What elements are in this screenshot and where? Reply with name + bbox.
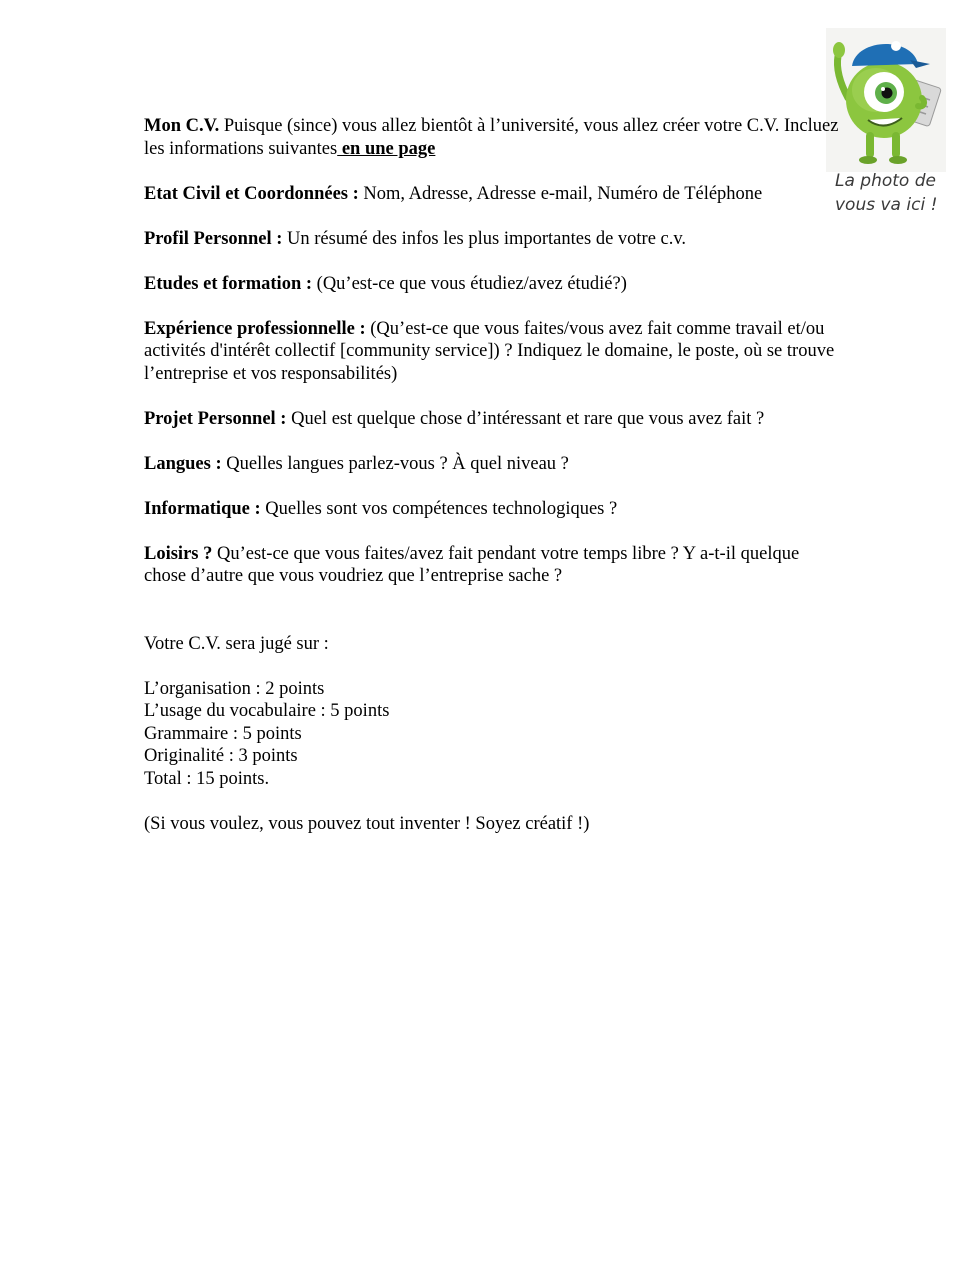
section-label: Informatique : [144,498,261,519]
section-label: Etat Civil et Coordonnées : [144,183,359,204]
section-profil [144,228,844,251]
section-projet [144,408,844,431]
section-text: Qu’est-ce que vous faites/avez fait pendant votre temps libre ? Y a-t-il quelque chose d’autre que vous voudriez que l’entreprise sache ? [144,543,800,586]
intro-paragraph [144,115,844,160]
section-experience [144,318,844,386]
cv-instructions [144,115,844,835]
grading-intro: Votre C.V. sera jugé sur : [144,633,329,654]
grading-item: L’organisation : 2 points [144,678,325,699]
monster-illustration [826,28,946,172]
section-text: Quelles sont vos compétences technologiques ? [260,498,618,519]
section-text: Nom, Adresse, Adresse e-mail, Numéro de Téléphone [358,183,763,204]
section-label: Loisirs ? [144,543,213,564]
grading-item: L’usage du vocabulaire : 5 points [144,701,390,721]
section-etudes [144,273,844,296]
section-text: Quel est quelque chose d’intéressant et rare que vous avez fait ? [286,408,765,429]
section-label: Etudes et formation : [144,273,313,294]
closing-note: (Si vous voulez, vous pouvez tout inventer ! Soyez créatif !) [144,813,590,834]
one-page-emphasis: en une page [337,138,436,159]
section-text: (Qu’est-ce que vous faites/vous avez fait comme travail et/ou activités d'intérêt collectif [community service]) ? Indiquez le domaine, le poste, où se trouve l’entreprise et vos responsabilités) [144,318,835,384]
character-photo [826,28,946,172]
section-label: Langues : [144,453,222,474]
section-etat-civil [144,183,844,206]
grading-item: Grammaire : 5 points [144,723,302,744]
section-text: Un résumé des infos les plus importantes de votre c.v. [282,228,687,249]
section-label: Expérience professionnelle : [144,318,366,339]
section-loisirs [144,543,844,588]
section-label: Projet Personnel : [144,408,287,429]
intro-text: Puisque (since) vous allez bientôt à l’université, vous allez créer votre C.V. Incluez les informations suivantes [144,116,839,159]
grading-item: Originalité : 3 points [144,746,298,766]
section-informatique [144,498,844,521]
photo-caption: La photo de vous va ici ! [835,171,938,215]
section-label: Profil Personnel : [144,228,283,249]
title: Mon C.V. [144,116,220,136]
grading-total: Total : 15 points. [144,768,270,789]
section-langues [144,453,844,476]
section-text: (Qu’est-ce que vous étudiez/avez étudié?) [312,273,627,294]
section-text: Quelles langues parlez-vous ? À quel niveau ? [221,453,569,474]
